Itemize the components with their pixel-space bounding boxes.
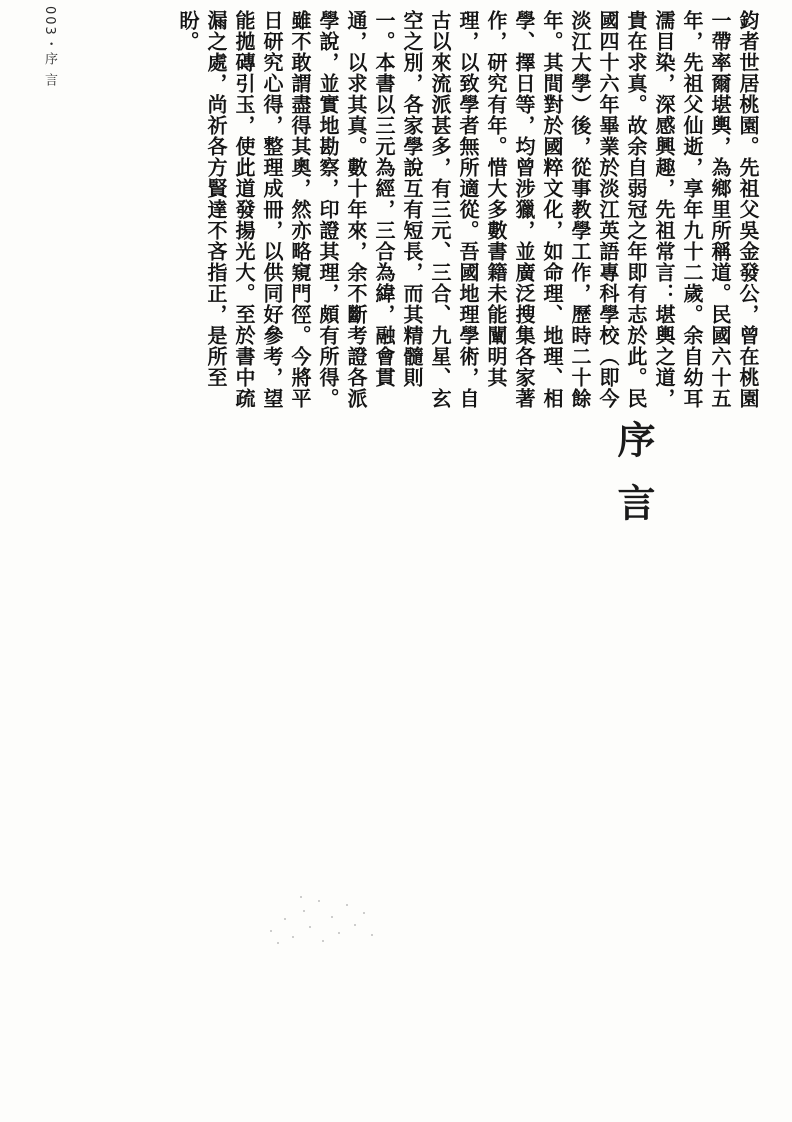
preface-body <box>88 10 762 410</box>
chapter-title: 序 言 <box>611 420 656 528</box>
scan-noise <box>262 890 382 950</box>
preface-paragraph: 鈞者世居桃園。先祖父吳金發公，曾在桃園一帶率爾堪輿，為鄉里所稱道。民國六十五年，先祖父仙逝，享年九十二歲。余自幼耳濡目染，深感興趣，先祖常言：堪輿之道，貴在求真。故余自弱冠之年即有志於此。民國四十六年畢業於淡江英語專科學校（即今淡江大學）後，從事教學工作，歷時二十餘年。其間對於國粹文化，如命理、地理、相學、擇日等，均曾涉獵，並廣泛搜集各家著作，研究有年。惜大多數書籍未能闡明其理，以致學者無所適從。吾國地理學術，自古以來流派甚多，有三元、三合、九星、玄空之別，各家學說互有短長，而其精髓則一。本書以三元為經，三合為緯，融會貫通，以求其真。數十年來，余不斷考證各派學說，並實地勘察，印證其理，頗有所得。雖不敢謂盡得其奧，然亦略窺門徑。今將平日研究心得，整理成冊，以供同好參考，望能拋磚引玉，使此道發揚光大。至於書中疏漏之處，尚祈各方賢達不吝指正，是所至盼。 <box>176 10 760 409</box>
running-header: 003・序 言 <box>42 6 57 88</box>
